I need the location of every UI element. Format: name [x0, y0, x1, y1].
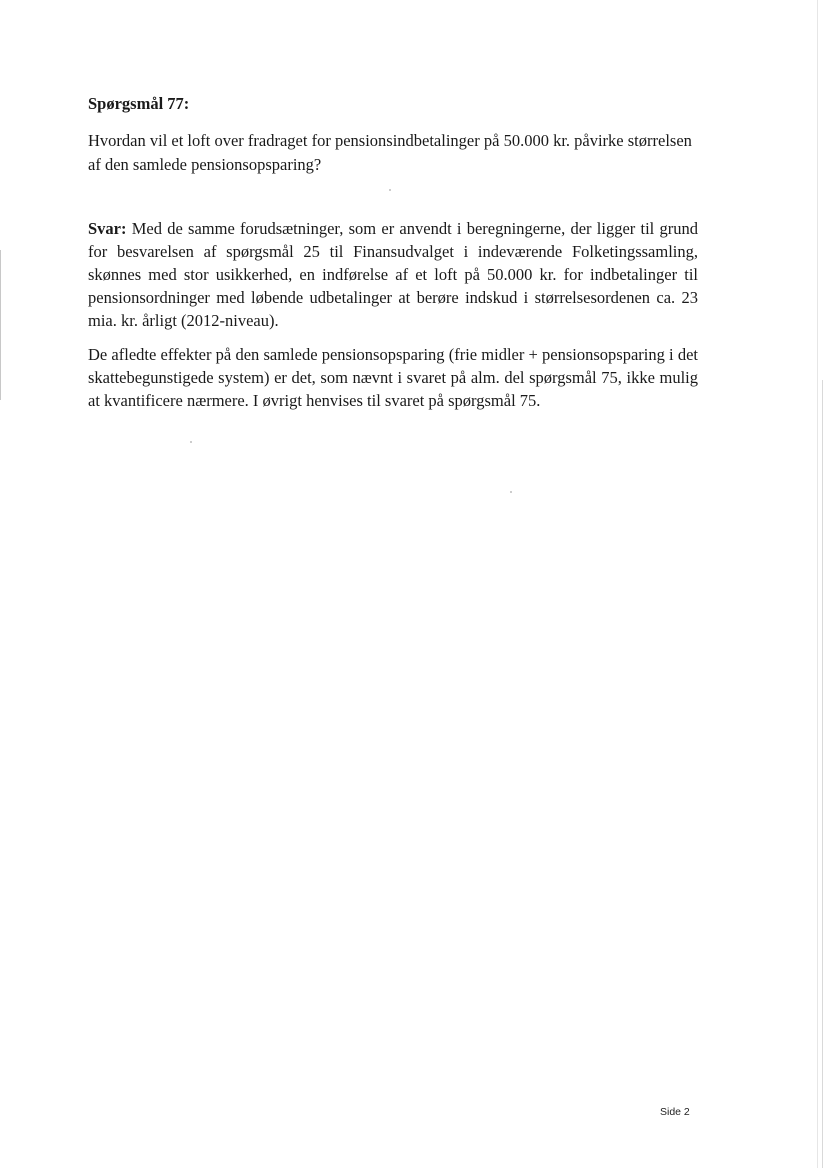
question-heading: Spørgsmål 77: — [88, 94, 190, 113]
scan-edge-right — [817, 0, 818, 1168]
answer-text: Med de samme forudsætninger, som er anvendt i beregningerne, der ligger til grund for besvarelsen af spørgsmål 25 til Finansudvalget i indeværende Folketingssamling, skønnes med stor usikkerhed, en indførelse af et loft på 50.000 kr. for indbetalinger til pensionsordninger med løbende udbetalinger at berøre indskud i størrelsesordenen ca. 23 mia. kr. årligt (2012-niveau). — [88, 219, 698, 330]
scan-edge-right-inner — [822, 380, 823, 1168]
document-body — [88, 93, 698, 412]
answer-label: Svar: — [88, 219, 127, 238]
page-number: Side 2 — [660, 1106, 690, 1118]
scan-speck — [389, 189, 391, 191]
followup-paragraph: De afledte effekter på den samlede pensionsopsparing (frie midler + pensionsopsparing i det skattebegunstigede system) er det, som nævnt i svaret på alm. del spørgsmål 75, ikke mulig at kvantificere nærmere. I øvrigt henvises til svaret på spørgsmål 75. — [88, 345, 698, 410]
scan-speck — [190, 441, 192, 443]
scan-edge-left — [0, 250, 1, 400]
answer-paragraph — [88, 217, 698, 332]
scan-speck — [510, 491, 512, 493]
question-text: Hvordan vil et loft over fradraget for pensionsindbetalinger på 50.000 kr. påvirke størrelsen af den samlede pensionsopsparing? — [88, 131, 692, 174]
